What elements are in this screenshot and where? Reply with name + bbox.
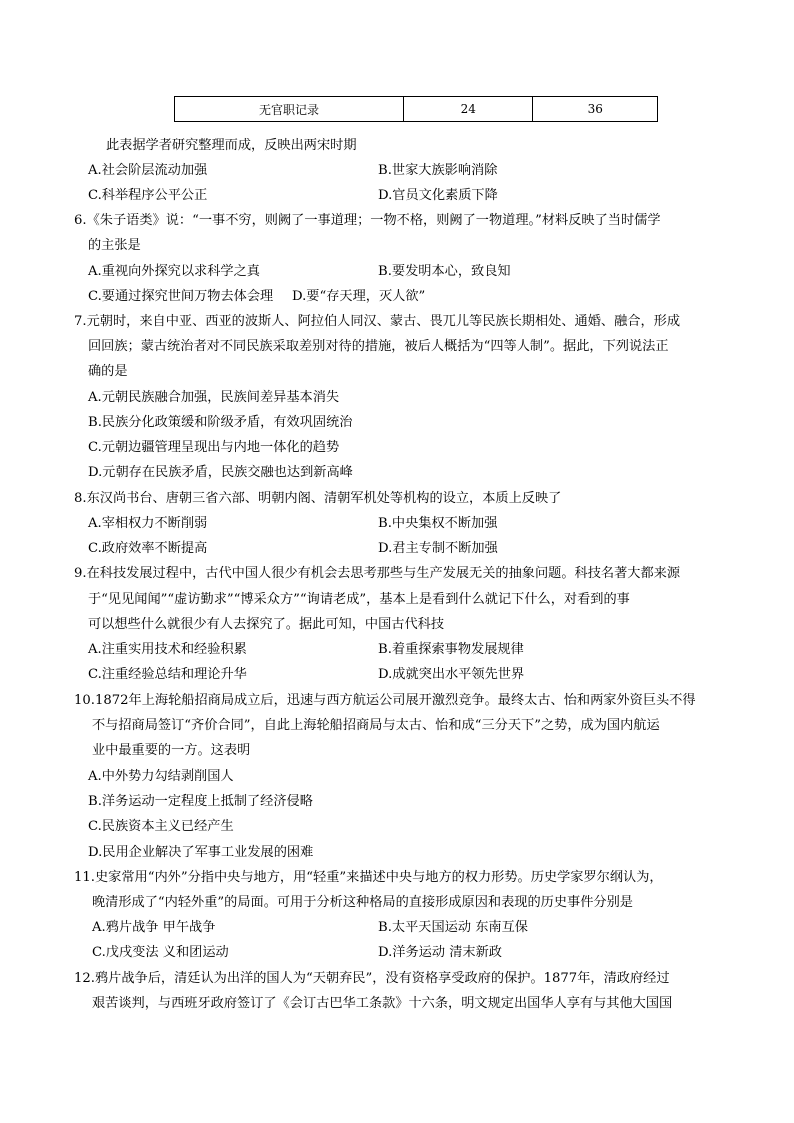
q5-option-d: D.官员文化素质下降 <box>378 188 498 203</box>
q9-option-d: D.成就突出水平领先世界 <box>378 667 525 682</box>
q11-option-c: C.戊戌变法 义和团运动 <box>92 945 229 960</box>
q8-option-d: D.君主专制不断加强 <box>378 541 498 556</box>
question-5-stem: 此表据学者研究整理而成，反映出两宋时期 <box>106 138 357 153</box>
question-12-line: 12.鸦片战争后，清廷认为出洋的国人为“天朝弃民”，没有资格享受政府的保护。1877年，清政府经过 <box>74 971 670 986</box>
q10-option-a: A.中外势力勾结剥削国人 <box>88 769 234 784</box>
q7-option-d: D.元朝存在民族矛盾，民族交融也达到新高峰 <box>88 465 353 480</box>
q7-option-b: B.民族分化政策缓和阶级矛盾，有效巩固统治 <box>88 415 353 430</box>
question-9-line: 9.在科技发展过程中，古代中国人很少有机会去思考那些与生产发展无关的抽象问题。科技名著大都来源 <box>74 566 681 581</box>
q9-option-c: C.注重经验总结和理论升华 <box>88 667 247 682</box>
q8-option-c: C.政府效率不断提高 <box>88 541 208 556</box>
q6-option-a: A.重视向外探究以求科学之真 <box>88 264 260 279</box>
question-9-line: 可以想些什么就很少有人去探究了。据此可知，中国古代科技 <box>88 617 445 632</box>
q10-option-b: B.洋务运动一定程度上抵制了经济侵略 <box>88 794 313 809</box>
question-6-line: 的主张是 <box>88 238 141 253</box>
q11-option-a: A.鸦片战争 甲午战争 <box>92 920 216 935</box>
q9-option-a: A.注重实用技术和经验积累 <box>88 642 247 657</box>
q6-option-c: C.要通过探究世间万物去体会理 <box>88 289 274 304</box>
question-7-line: 回回族；蒙古统治者对不同民族采取差别对待的措施，被后人概括为“四等人制”。据此，下列说法正 <box>88 339 669 354</box>
question-9-line: 于“见见闻闻”“虚访勤求”“博采众方”“询请老成”，基本上是看到什么就记下什么，对看到的事 <box>88 592 630 607</box>
q11-option-d: D.洋务运动 清末新政 <box>378 945 502 960</box>
q10-option-c: C.民族资本主义已经产生 <box>88 819 234 834</box>
record-table <box>174 96 658 122</box>
q11-option-b: B.太平天国运动 东南互保 <box>378 920 528 935</box>
question-6-line: 6.《朱子语类》说：“一事不穷，则阙了一事道理；一物不格，则阙了一物道理。”材料反映了当时儒学 <box>74 213 661 228</box>
question-11-line: 11.史家常用“内外”分指中央与地方，用“轻重”来描述中央与地方的权力形势。历史学家罗尔纲认为， <box>74 870 663 885</box>
q6-option-d: D.要“存天理，灭人欲” <box>292 289 426 304</box>
q8-option-b: B.中央集权不断加强 <box>378 516 498 531</box>
q6-option-b: B.要发明本心，致良知 <box>378 264 511 279</box>
question-7-line: 确的是 <box>88 364 128 379</box>
question-10-line: 不与招商局签订“齐价合同”，自此上海轮船招商局与太古、怡和成“三分天下”之势，成为国内航运 <box>92 718 660 733</box>
q8-option-a: A.宰相权力不断削弱 <box>88 516 208 531</box>
q5-option-a: A.社会阶层流动加强 <box>88 163 208 178</box>
table-cell: 24 <box>404 97 533 122</box>
question-10-line: 10.1872年上海轮船招商局成立后，迅速与西方航运公司展开激烈竞争。最终太古、怡和两家外资巨头不得 <box>74 693 696 708</box>
question-8-line: 8.东汉尚书台、唐朝三省六部、明朝内阁、清朝军机处等机构的设立，本质上反映了 <box>74 491 562 506</box>
q5-option-b: B.世家大族影响消除 <box>378 163 498 178</box>
table-cell: 36 <box>533 97 658 122</box>
question-12-line: 艰苦谈判，与西班牙政府签订了《会订古巴华工条款》十六条，明文规定出国华人享有与其他大国国 <box>92 996 673 1011</box>
question-10-line: 业中最重要的一方。这表明 <box>92 743 251 758</box>
table-cell: 无官职记录 <box>175 97 404 122</box>
q9-option-b: B.着重探索事物发展规律 <box>378 642 524 657</box>
question-7-line: 7.元朝时，来自中亚、西亚的波斯人、阿拉伯人同汉、蒙古、畏兀儿等民族长期相处、通婚、融合，形成 <box>74 314 681 329</box>
q10-option-d: D.民用企业解决了军事工业发展的困难 <box>88 845 314 860</box>
question-11-line: 晚清形成了“内轻外重”的局面。可用于分析这种格局的直接形成原因和表现的历史事件分别是 <box>92 895 633 910</box>
q5-option-c: C.科举程序公平公正 <box>88 188 208 203</box>
table-row <box>175 97 658 122</box>
q7-option-a: A.元朝民族融合加强，民族间差异基本消失 <box>88 390 340 405</box>
q7-option-c: C.元朝边疆管理呈现出与内地一体化的趋势 <box>88 440 340 455</box>
